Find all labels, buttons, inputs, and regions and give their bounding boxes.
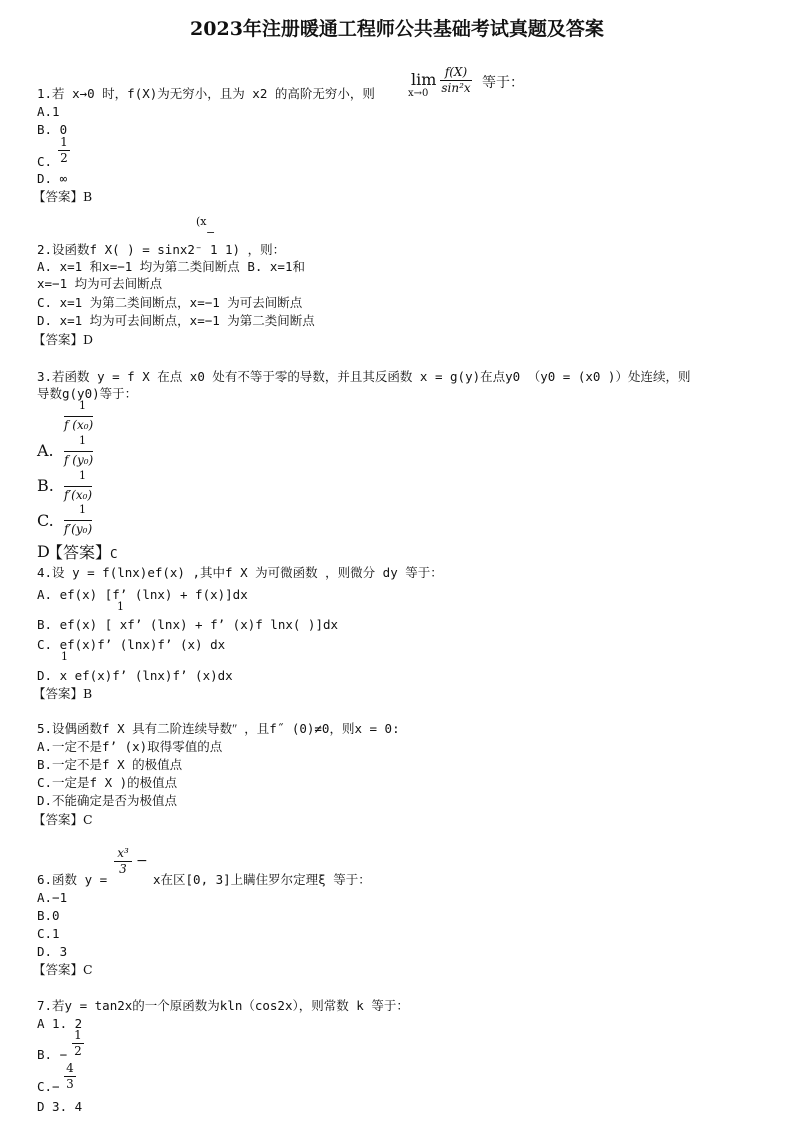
q1-den: sin²x bbox=[441, 81, 471, 95]
page-title: 2023年注册暖通工程师公共基础考试真题及答案 bbox=[190, 18, 604, 40]
q1-c-num: 1 bbox=[60, 135, 68, 149]
q3-d-label: D bbox=[37, 542, 50, 561]
q3-c-label: C. bbox=[37, 511, 54, 530]
q3-c-den: f′(x₀) bbox=[64, 488, 93, 502]
q6-option-a: A.−1 bbox=[37, 890, 68, 905]
q5-stem: 5.设偶函数f X 具有二阶连续导数ʺ ，且f˝ (0)≠0，则x = 0: bbox=[37, 721, 400, 736]
q1-lim: lim bbox=[411, 70, 437, 89]
q1-answer: 【答案】B bbox=[33, 189, 93, 204]
q7-b-fraction bbox=[72, 1029, 84, 1058]
q1-lim-sub: x→0 bbox=[408, 88, 429, 99]
q3-stem: 3.若函数 y = f X 在点 x0 处有不等于零的导数，并且其反函数 x = g(y)在点y0 （y0 = (x0 )）处连续，则 bbox=[37, 369, 691, 384]
q6-stem-a: 6.函数 y = bbox=[37, 872, 108, 887]
q4-option-a: A. ef(x) [f’ (lnx) + f(x)]dx bbox=[37, 587, 248, 602]
q2-option-a: A. x=1 和x=−1 均为第二类间断点 B. x=1和 bbox=[37, 259, 305, 274]
q1-c-den: 2 bbox=[60, 151, 68, 165]
q5-option-c: C.一定是f X )的极值点 bbox=[37, 775, 178, 790]
q6-answer: 【答案】C bbox=[33, 962, 93, 977]
q3-answer: 【答案】 bbox=[47, 543, 112, 562]
q1-option-d: D. ∞ bbox=[37, 171, 68, 186]
q6-minus: − bbox=[136, 853, 148, 869]
q1-num: f(X) bbox=[444, 65, 468, 79]
q1-stem: 1.若 x→0 时，f(X)为无穷小，且为 x2 的高阶无穷小，则 bbox=[37, 86, 375, 101]
q7-option-b: B. − bbox=[37, 1047, 68, 1062]
q4-stem: 4.设 y = f(lnx)ef(x) ,其中f X 为可微函数 ，则微分 dy 等于： bbox=[37, 565, 443, 580]
q4-option-c: C. ef(x)f’ (lnx)f’ (x) dx bbox=[37, 637, 226, 652]
q1-c-fraction bbox=[58, 136, 70, 165]
q1-tail: 等于： bbox=[482, 75, 524, 91]
q6-option-b: B.0 bbox=[37, 908, 60, 923]
q5-option-b: B.一定不是f X 的极值点 bbox=[37, 757, 183, 772]
q6-option-d: D. 3 bbox=[37, 944, 68, 959]
q2-stem: 2.设函数f X( ) = sinx2⁻ 1 1) ，则： bbox=[37, 242, 286, 257]
q6-option-c: C.1 bbox=[37, 926, 60, 941]
q5-answer: 【答案】C bbox=[33, 812, 93, 827]
q3-answer-letter: C bbox=[110, 546, 118, 561]
q7-c-num: 4 bbox=[66, 1061, 74, 1075]
q6-stem-b: x在区[0, 3]上瞒住罗尔定理ξ 等于： bbox=[153, 872, 371, 887]
q3-stem-cont: 导数g(y0)等于： bbox=[37, 386, 138, 401]
q1-option-b: B. 0 bbox=[37, 122, 68, 137]
q6-num: x³ bbox=[117, 846, 129, 860]
q3-a-label: A. bbox=[37, 441, 54, 460]
q7-option-c: C.− bbox=[37, 1079, 60, 1094]
q2-sup2: − bbox=[206, 226, 216, 239]
q4-d-one: 1 bbox=[61, 650, 68, 663]
q2-option-a-cont: x=−1 均为可去间断点 bbox=[37, 276, 163, 291]
q7-b-den: 2 bbox=[74, 1044, 82, 1058]
q5-option-a: A.一定不是f’ (x)取得零值的点 bbox=[37, 739, 223, 754]
q7-option-a: A 1. 2 bbox=[37, 1016, 83, 1031]
q7-option-d: D 3. 4 bbox=[37, 1099, 83, 1114]
q5-option-d: D.不能确定是否为极值点 bbox=[37, 793, 178, 808]
q7-b-num: 1 bbox=[74, 1028, 82, 1042]
q4-answer: 【答案】B bbox=[33, 686, 93, 701]
q3-a-one: 1 bbox=[79, 399, 86, 412]
q3-d-den: f′(y₀) bbox=[64, 522, 93, 536]
q1-option-a: A.1 bbox=[37, 104, 60, 119]
q3-b-one: 1 bbox=[79, 434, 86, 447]
q4-b-one: 1 bbox=[117, 600, 124, 613]
q6-fraction bbox=[114, 847, 132, 876]
q7-stem: 7.若y = tan2x的一个原函数为kln（cos2x），则常数 k 等于： bbox=[37, 998, 409, 1013]
q4-option-b: B. ef(x) [ xf’ (lnx) + f’ (x)f lnx( )]dx bbox=[37, 617, 339, 632]
q6-den: 3 bbox=[119, 862, 127, 876]
q1-option-c: C. bbox=[37, 154, 53, 169]
q3-b-den: f (y₀) bbox=[64, 453, 94, 467]
q3-d-one: 1 bbox=[79, 503, 86, 516]
q3-b-label: B. bbox=[37, 476, 54, 495]
q7-c-den: 3 bbox=[66, 1077, 74, 1091]
q2-option-c: C. x=1 为第二类间断点，x=−1 为可去间断点 bbox=[37, 295, 303, 310]
q3-c-one: 1 bbox=[79, 469, 86, 482]
q2-answer: 【答案】D bbox=[33, 332, 94, 347]
q1-fraction bbox=[440, 66, 472, 95]
q7-c-fraction bbox=[64, 1062, 76, 1091]
q3-a-den: f (x₀) bbox=[64, 418, 94, 432]
q2-sup: (x bbox=[196, 215, 207, 228]
q4-option-d: D. x ef(x)f’ (lnx)f’ (x)dx bbox=[37, 668, 233, 683]
q2-option-d: D. x=1 均为可去间断点，x=−1 为第二类间断点 bbox=[37, 313, 315, 328]
